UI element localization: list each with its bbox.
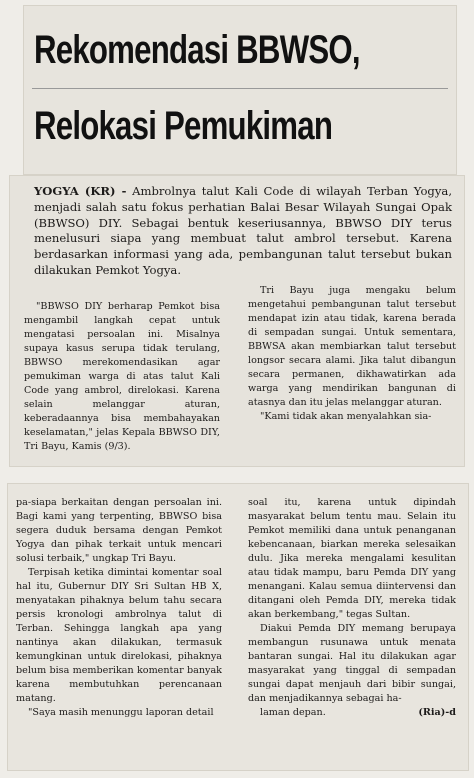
column-1-paragraph-1: "BBWSO DIY berharap Pemkot bisa mengambil langkah cepat untuk mengatasi persoalan ini. Misalnya supaya kasus serupa tidak terulang, BBWSO merekomendasikan agar pemukiman warga di atas talut Kali Code yang ambrol, direlokasi. Karena selain melanggar aturan, keberadaannya bisa membahayakan keselamatan," jelas Kepala BBWSO DIY, Tri Bayu, Kamis (9/3). xyxy=(24,301,220,452)
column-3-paragraph-2: Terpisah ketika dimintai komentar soal hal itu, Gubernur DIY Sri Sultan HB X, menyatakan pihaknya belum tahu secara persis kronologi ambrolnya talut di Terban. Sehingga langkah apa yang nantinya akan dilakukan, termasuk kemungkinan untuk direlokasi, pihaknya belum bisa memberikan komentar banyak karena membutuhkan perencanaan matang. xyxy=(16,567,222,704)
headline-divider xyxy=(32,88,448,89)
column-4-closing-line xyxy=(248,706,456,720)
author-signature: (Ria)-d xyxy=(418,707,456,718)
lead-text: Ambrolnya talut Kali Code di wilayah Terban Yogya, menjadi salah satu fokus perhatian Balai Besar Wilayah Sungai Opak (BBWSO) DIY. Sebagai bentuk keseriusannya, BBWSO DIY terus menelusuri siapa yang membuat talut ambrol tersebut. Karena berdasarkan informasi yang ada, pembangunan talut tersebut bukan dilakukan Pemkot Yogya. xyxy=(34,184,453,277)
article-column-2 xyxy=(248,284,456,424)
column-4-paragraph-1: soal itu, karena untuk dipindah masyarakat belum tentu mau. Selain itu Pemkot memiliki dana untuk penanganan kebencanaan, biarkan mereka selesaikan dulu. Jika mereka mengalami kesulitan atau tidak mampu, baru Pemda DIY yang menangani. Kalau semua diintervensi dan ditangani oleh Pemda DIY, mereka tidak akan berkembang," tegas Sultan. xyxy=(248,497,456,620)
column-3-paragraph-1: pa-siapa berkaitan dengan persoalan ini. Bagi kami yang terpenting, BBWSO bisa segera duduk bersama dengan Pemkot Yogya dan pihak terkait untuk mencari solusi terbaik," ungkap Tri Bayu. xyxy=(16,497,222,564)
headline-line-1: Rekomendasi BBWSO, xyxy=(34,28,360,72)
column-2-paragraph-1: Tri Bayu juga mengaku belum mengetahui pembangunan talut tersebut mendapat izin atau tidak, karena berada di sempadan sungai. Untuk sementara, BBWSA akan membiarkan talut tersebut longsor secara alami. Jika talut dibangun secara permanen, dikhawatirkan ada warga yang mendirikan bangunan di atasnya dan itu jelas melanggar aturan. xyxy=(248,285,456,408)
article-column-1 xyxy=(24,300,220,454)
headline-line-2: Relokasi Pemukiman xyxy=(34,104,333,148)
continuation-clipping xyxy=(8,484,468,770)
column-3-paragraph-3: "Saya masih menunggu laporan detail xyxy=(28,707,214,718)
article-column-4 xyxy=(248,496,456,720)
article-column-3 xyxy=(16,496,222,720)
column-4-paragraph-2: Diakui Pemda DIY memang berupaya membangun rusunawa untuk menata bantaran sungai. Hal itu dilakukan agar masyarakat yang tinggal di sempadan sungai dapat menjauh dari bibir sungai, dan menjadikannya sebagai ha- xyxy=(248,623,456,704)
dateline: YOGYA (KR) - xyxy=(34,184,127,198)
column-2-paragraph-2: "Kami tidak akan menyalahkan sia- xyxy=(260,411,432,422)
headline-clipping xyxy=(24,6,456,174)
lead-paragraph xyxy=(34,184,452,279)
lead-clipping xyxy=(10,176,464,466)
column-4-paragraph-3: laman depan. xyxy=(260,707,326,718)
